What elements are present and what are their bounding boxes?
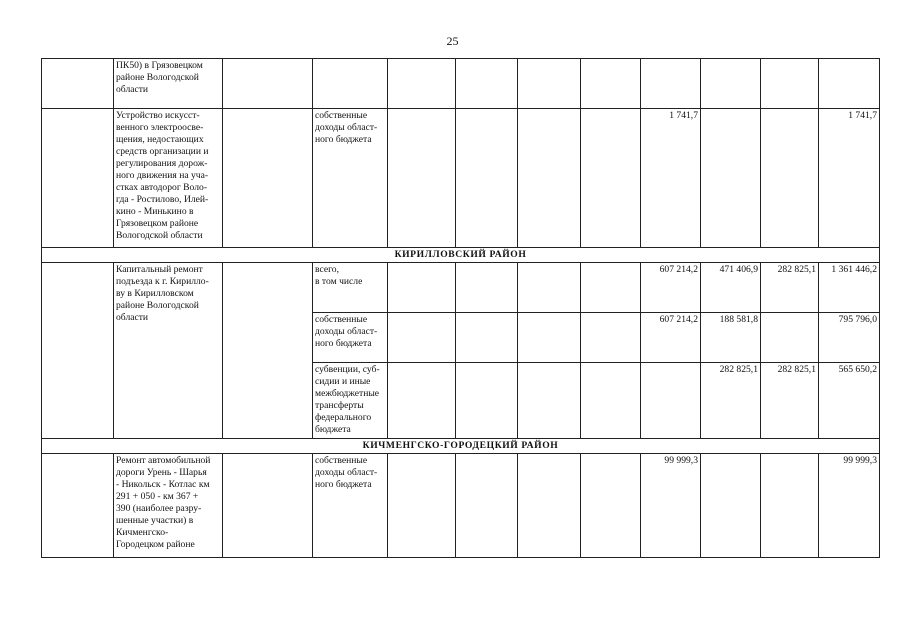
amount-cell <box>761 313 819 363</box>
cell-empty <box>701 454 761 558</box>
cell-empty <box>518 454 581 558</box>
object-name-cell: Устройство искусст- венного электроосве- щения, недостающих средств организации и регулирования дорож- ного движения на уча- стках автодорог Воло- гда - Ростилово, Илей- кино - Минькино в Грязовецком районе Вологодской области <box>114 109 223 248</box>
cell-empty <box>701 59 761 109</box>
amount-cell: 99 999,3 <box>641 454 701 558</box>
cell-empty <box>388 454 456 558</box>
object-name-cell: Капитальный ремонт подъезда к г. Кирилло- ву в Кирилловском районе Вологодской области <box>114 263 223 439</box>
cell-empty <box>581 313 641 363</box>
district-heading-row <box>42 248 880 263</box>
amount-cell: 471 406,9 <box>701 263 761 313</box>
cell-empty <box>581 263 641 313</box>
funding-source-cell: всего, в том числе <box>313 263 388 313</box>
cell-index <box>42 454 114 558</box>
funding-source-cell: собственные доходы област- ного бюджета <box>313 313 388 363</box>
object-name-cell: ПК50) в Грязовецком районе Вологодской области <box>114 59 223 109</box>
table-row-lighting <box>42 109 880 248</box>
total-cell: 565 650,2 <box>819 363 880 439</box>
cell-empty <box>518 59 581 109</box>
cell-empty <box>518 313 581 363</box>
funding-source-cell: собственные доходы област- ного бюджета <box>313 109 388 248</box>
cell-empty <box>456 313 518 363</box>
cell-empty <box>456 109 518 248</box>
cell-index <box>42 263 114 439</box>
amount-cell: 607 214,2 <box>641 263 701 313</box>
cell-empty <box>223 59 313 109</box>
district-heading-row <box>42 439 880 454</box>
cell-empty <box>701 109 761 248</box>
table-row <box>42 454 880 558</box>
cell-empty <box>456 263 518 313</box>
cell-empty <box>581 363 641 439</box>
total-cell: 1 741,7 <box>819 109 880 248</box>
cell-empty <box>313 59 388 109</box>
cell-empty <box>581 454 641 558</box>
amount-cell: 607 214,2 <box>641 313 701 363</box>
cell-empty <box>518 109 581 248</box>
amount-cell: 282 825,1 <box>761 263 819 313</box>
cell-empty <box>819 59 880 109</box>
cell-empty <box>456 454 518 558</box>
cell-empty <box>388 263 456 313</box>
amount-cell: 282 825,1 <box>761 363 819 439</box>
cell-empty <box>761 59 819 109</box>
cell-empty <box>456 363 518 439</box>
total-cell: 795 796,0 <box>819 313 880 363</box>
cell-empty <box>388 109 456 248</box>
page-number: 25 <box>446 34 459 48</box>
cell-empty <box>388 313 456 363</box>
amount-cell: 282 825,1 <box>701 363 761 439</box>
cell-empty <box>518 263 581 313</box>
cell-index <box>42 109 114 248</box>
cell-empty <box>388 59 456 109</box>
cell-empty <box>223 109 313 248</box>
cell-empty <box>388 363 456 439</box>
cell-empty <box>456 59 518 109</box>
table-row-continuation <box>42 59 880 109</box>
district-heading: КИЧМЕНГСКО-ГОРОДЕЦКИЙ РАЙОН <box>42 439 880 454</box>
funding-source-cell: собственные доходы област- ного бюджета <box>313 454 388 558</box>
amount-cell: 188 581,8 <box>701 313 761 363</box>
cell-empty <box>761 109 819 248</box>
amount-cell: 1 741,7 <box>641 109 701 248</box>
cell-empty <box>581 109 641 248</box>
cell-empty <box>518 363 581 439</box>
district-heading: КИРИЛЛОВСКИЙ РАЙОН <box>42 248 880 263</box>
total-cell: 99 999,3 <box>819 454 880 558</box>
budget-table <box>41 58 880 558</box>
cell-empty <box>223 454 313 558</box>
cell-index <box>42 59 114 109</box>
amount-cell <box>641 363 701 439</box>
funding-source-cell: субвенции, суб- сидии и иные межбюджетные трансферты федерального бюджета <box>313 363 388 439</box>
cell-empty <box>761 454 819 558</box>
cell-empty <box>223 263 313 439</box>
cell-empty <box>581 59 641 109</box>
cell-empty <box>641 59 701 109</box>
table-row <box>42 263 880 313</box>
object-name-cell: Ремонт автомобильной дороги Урень - Шарья - Никольск - Котлас км 291 + 050 - км 367 + 390 (наиболее разру- шенные участки) в Кичменгско- Городецком районе <box>114 454 223 558</box>
total-cell: 1 361 446,2 <box>819 263 880 313</box>
